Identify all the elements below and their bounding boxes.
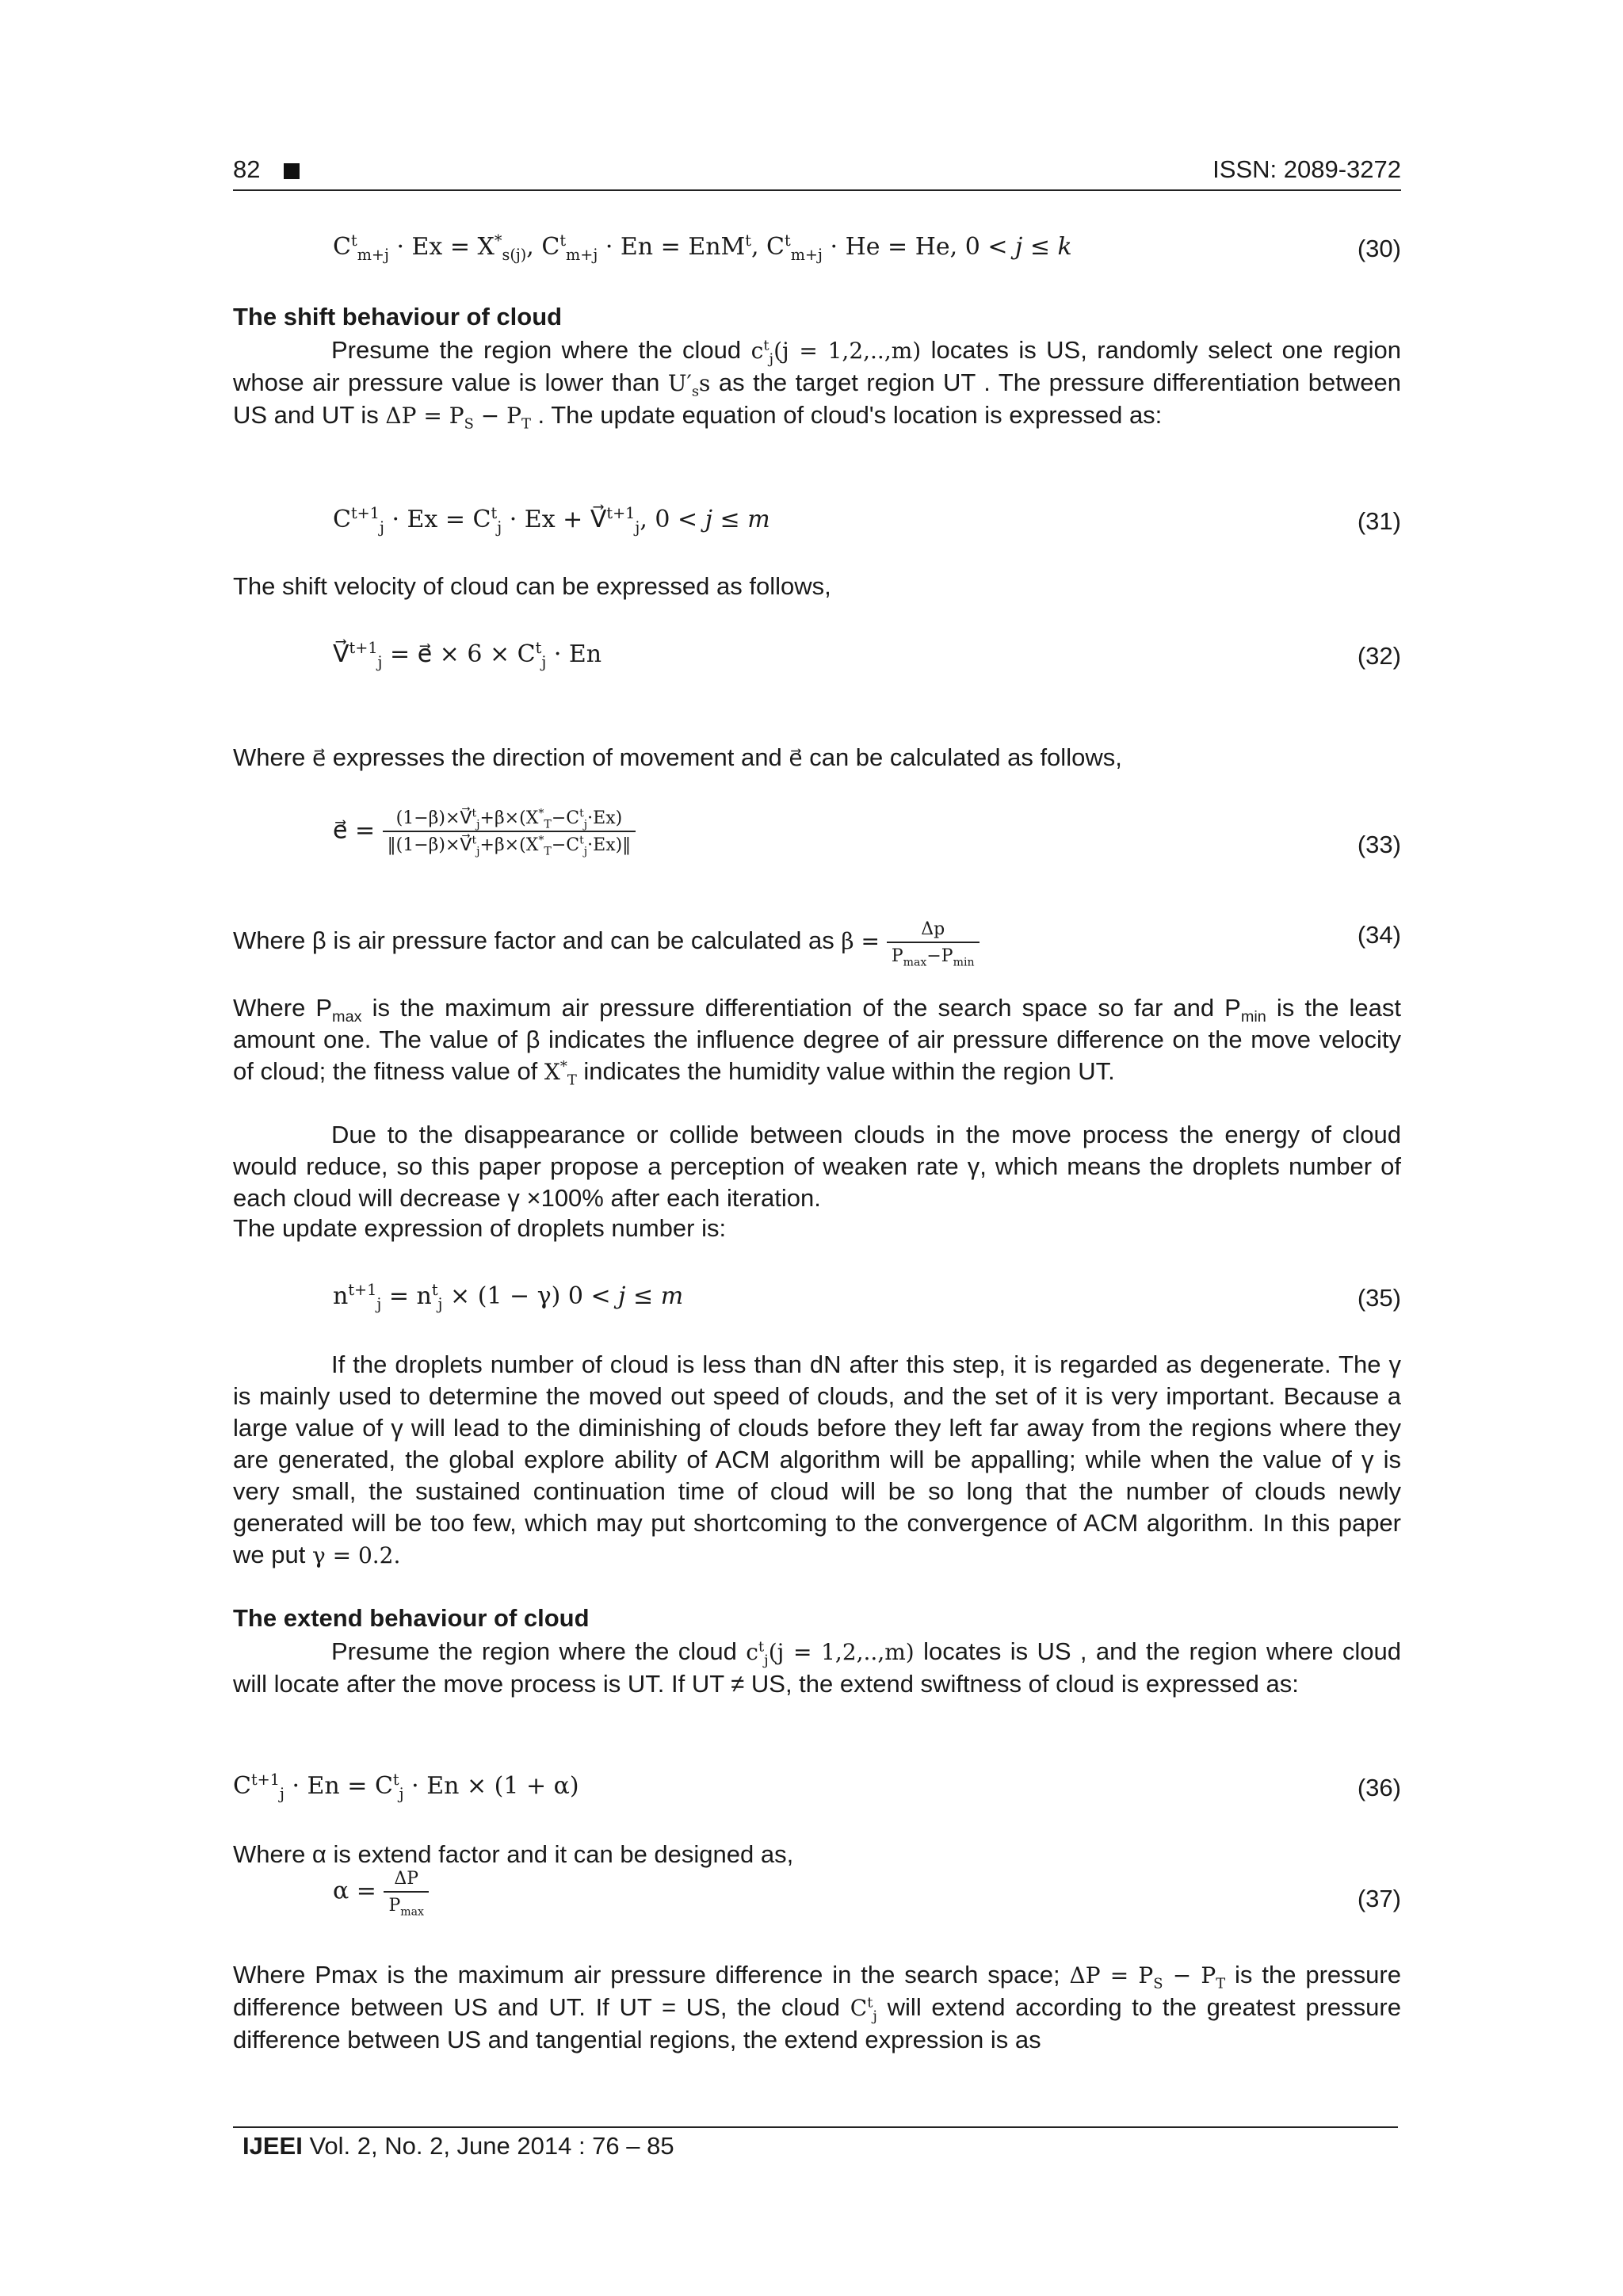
paragraph-degenerate: If the droplets number of cloud is less than dN after this step, it is regarded as degenerate. The γ is mainly used to determine the moved out speed of clouds, and the set of it is very important. Because a large value of γ will lead to the diminishing of clouds before they left far away from the regions where they are generated, the global explore ability of ACM algorithm will be appalling; while when the value of γ is very small, the sustained continuation time of cloud will be so long that the number of clouds newly generated will be too few, which may put shortcoming to the convergence of ACM algorithm. In this paper we put γ = 0.2.	[233, 1350, 1401, 1568]
fraction-34: $\frac{\Delta p}{P_{max}-P_{min}}$	[887, 919, 980, 966]
equation-number-30: (30)	[1357, 235, 1401, 262]
equation-number-32: (32)	[1357, 642, 1401, 670]
paragraph-shift-intro: Presume the region where the cloud $c^t_j(j = 1,2,..,m)$ locates is US, randomly select one region whose air pressure value is lower than $U'_ss$ as the target region UT . The pressure differentiation between US and UT is $\Delta P = P_S - P_T$ . The update equation of cloud's location is expressed as:	[233, 336, 1401, 433]
fraction-37: $\frac{\Delta P}{P_{max}}$	[384, 1869, 429, 1916]
equation-number-34: (34)	[1357, 921, 1401, 949]
issn: ISSN: 2089-3272	[1212, 155, 1401, 183]
paragraph-extend-intro: Presume the region where the cloud $c^t_j(j = 1,2,..,m)$ locates is US , and the region where cloud will locate after the move process is UT. If UT ≠ US, the extend swiftness of cloud is expressed as:	[233, 1637, 1401, 1698]
alpha-intro: Where α is extend factor and it can be designed as,	[233, 1840, 794, 1868]
equation-33: e⃗ = $\frac{(1-\beta)\times V⃗^t_j+\beta\times(X^*_T-C^t_j\cdot Ex)}{‖(1-\beta)\times V⃗^t_j+\beta\times(X^*_T-C^t_j\cdot Ex)‖}$	[333, 808, 636, 855]
header-square-bullet	[284, 163, 300, 179]
equation-30: $C^t_{m+j} \cdot Ex = X^*_{s(j)}$, $C^t_{m+j} \cdot En = EnM^t$, $C^t_{m+j} \cdot He = He$, 0 < j ≤ k	[333, 231, 1072, 264]
direction-sentence: Where e⃗ expresses the direction of movement and e⃗ can be calculated as follows,	[233, 743, 1122, 771]
equation-31: $C^{t+1}_j \cdot Ex = C^t_j \cdot Ex$ + V⃗$^{t+1}_j$, 0 < j ≤ m	[333, 504, 770, 537]
update-expression-intro: The update expression of droplets number is:	[233, 1214, 727, 1242]
footer-rule	[233, 2126, 1398, 2128]
journal-name: IJEEI	[242, 2132, 303, 2160]
header-rule	[233, 189, 1401, 191]
equation-32: V⃗$^{t+1}_j$ = e⃗ × $6 \times C^t_j \cdot En$	[333, 639, 602, 671]
equation-number-31: (31)	[1357, 507, 1401, 535]
footer-citation	[242, 2132, 674, 2160]
paragraph-final: Where Pmax is the maximum air pressure difference in the search space; $\Delta P = P_S - P_T$ is the pressure difference between US and UT. If UT = US, the cloud $C^t_j$ will extend according to the greatest pressure difference between US and tangential regions, the extend expression is as	[233, 1961, 1401, 2053]
equation-number-37: (37)	[1357, 1885, 1401, 1912]
equation-36: $C^{t+1}_j \cdot En = C^t_j \cdot En \times (1 + \alpha)$	[233, 1771, 579, 1803]
fraction-33: $\frac{(1-\beta)\times V⃗^t_j+\beta\times(X^*_T-C^t_j\cdot Ex)}{‖(1-\beta)\times V⃗^t_j+\beta\times(X^*_T-C^t_j\cdot Ex)‖}$	[383, 808, 636, 855]
paragraph-pmax: Where $P_{max}$ is the maximum air pressure differentiation of the search space so far and $P_{min}$ is the least amount one. The value of β indicates the influence degree of air pressure difference on the move velocity of cloud; the fitness value of $X^*_T$ indicates the humidity value within the region UT.	[233, 994, 1401, 1089]
section-heading-shift: The shift behaviour of cloud	[233, 303, 563, 330]
equation-number-35: (35)	[1357, 1284, 1401, 1312]
journal-details: Vol. 2, No. 2, June 2014 : 76 – 85	[302, 2132, 674, 2160]
paragraph-disappearance: Due to the disappearance or collide between clouds in the move process the energy of cloud would reduce, so this paper propose a perception of weaken rate γ, which means the droplets number of each cloud will decrease γ ×100% after each iteration.	[233, 1121, 1401, 1212]
beta-sentence: Where β is air pressure factor and can be calculated as β = $\frac{\Delta p}{P_{max}-P_{min}}$	[233, 919, 980, 966]
equation-number-33: (33)	[1357, 831, 1401, 858]
equation-number-36: (36)	[1357, 1774, 1401, 1801]
section-heading-extend: The extend behaviour of cloud	[233, 1604, 590, 1632]
equation-35: $n^{t+1}_j = n^t_j \times (1 - \gamma) 0 < j \le m$	[333, 1281, 684, 1313]
page-number: 82	[233, 155, 261, 183]
velocity-intro: The shift velocity of cloud can be expressed as follows,	[233, 572, 831, 600]
equation-37: α = $\frac{\Delta P}{P_{max}}$	[333, 1869, 429, 1916]
